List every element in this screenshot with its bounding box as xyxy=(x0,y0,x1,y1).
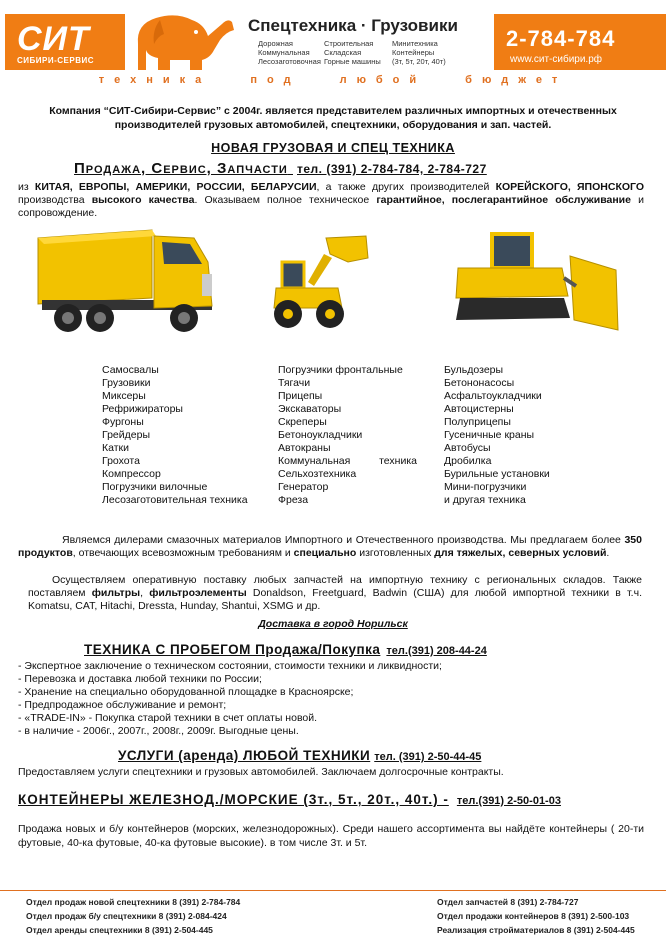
list-item: - в наличие - 2006г., 2007г., 2008г., 2009г. Выгодные цены. xyxy=(18,725,299,737)
text-run: производства xyxy=(18,194,92,206)
text-run-bold: высокого качества xyxy=(91,194,195,206)
logo-block xyxy=(5,14,125,70)
containers-phone: тел.(391) 2-50-01-03 xyxy=(456,795,561,807)
equipment-column-1 xyxy=(102,364,272,507)
equipment-item-part: Коммунальная xyxy=(278,455,351,467)
used-equipment-heading xyxy=(84,642,487,657)
equipment-item: Дробилка xyxy=(444,455,492,467)
equipment-item: Лесозаготовительная техника xyxy=(102,494,248,506)
footer-right xyxy=(437,895,635,937)
equipment-item: Гусеничные краны xyxy=(444,429,535,441)
equipment-item: Скреперы xyxy=(278,416,327,428)
list-item: - Экспертное заключение о техническом состоянии, стоимости техники и ликвидности; xyxy=(18,660,442,672)
text-run: Осуществляем оперативную поставку любых запчастей на импортную технику с региональных складов. Также поставляем xyxy=(28,574,642,599)
dump-truck-image xyxy=(34,226,224,338)
text-run-bold: 350 продуктов xyxy=(18,534,642,559)
footer-left xyxy=(26,895,240,937)
footer-contact: Отдел продаж б/у спецтехники 8 (391) 2-084-424 xyxy=(26,911,227,921)
equipment-item-part: техника xyxy=(379,455,417,467)
equipment-item: Автобусы xyxy=(444,442,491,454)
rent-description: Предоставляем услуги спецтехники и грузовых автомобилей. Заключаем долгосрочные контракты. xyxy=(18,766,504,778)
list-item: - Предпродажное обслуживание и ремонт; xyxy=(18,699,227,711)
equipment-item: Миксеры xyxy=(102,390,146,402)
rent-heading-text: УСЛУГИ (аренда) ЛЮБОЙ ТЕХНИКИ xyxy=(118,748,371,763)
equipment-item: Бетоноукладчики xyxy=(278,429,363,441)
containers-description: Продажа новых и б/у контейнеров (морских, железнодорожных). Среди нашего ассортимента вы найдёте контейнеры ( 20-ти футовые, 40-ка футовые, 40-ка футовые высокие). в том числе 3т. и 5т. xyxy=(18,823,644,849)
equipment-item: Мини-погрузчики xyxy=(444,481,527,493)
equipment-item: и другая техника xyxy=(444,494,526,506)
footer-contact: Отдел продажи контейнеров 8 (391) 2-500-103 xyxy=(437,911,630,921)
footer-divider xyxy=(0,890,666,891)
footer-contact: Отдел продаж новой спецтехники 8 (391) 2-784-784 xyxy=(26,897,241,907)
equipment-item: Катки xyxy=(102,442,129,454)
text-run: Donaldson, Freetguard, Badwin (США) для любой импортной техники в т.ч. Komatsu, CAT, Hitachi, Dressta, Hunday, Shantui, XSMG и др. xyxy=(28,587,642,612)
text-run: изготовленных xyxy=(356,547,435,559)
new-equipment-heading: НОВАЯ ГРУЗОВАЯ И СПЕЦ ТЕХНИКА xyxy=(211,141,455,155)
equipment-item: Автокраны xyxy=(278,442,331,454)
header-category: Коммунальная xyxy=(258,48,310,57)
logo-text: СИТ xyxy=(17,20,90,58)
equipment-item: Фреза xyxy=(278,494,309,506)
footer-contact: Реализация стройматериалов 8 (391) 2-504-445 xyxy=(437,925,635,935)
rent-heading xyxy=(118,748,481,763)
equipment-item: Погрузчики вилочные xyxy=(102,481,208,493)
containers-heading xyxy=(18,792,561,807)
equipment-item: Самосвалы xyxy=(102,364,159,376)
equipment-item: Генератор xyxy=(278,481,329,493)
header-phone: 2-784-784 xyxy=(506,26,616,51)
footer-contact: Отдел аренды спецтехники 8 (391) 2-504-445 xyxy=(26,925,213,935)
sales-phone: тел. (391) 2-784-784, 2-784-727 xyxy=(297,162,487,176)
header-category: Складская xyxy=(324,48,362,57)
equipment-item: Полуприцепы xyxy=(444,416,511,428)
used-heading-text: ТЕХНИКА С ПРОБЕГОМ Продажа/Покупка xyxy=(84,642,381,657)
equipment-item: Погрузчики фронтальные xyxy=(278,364,403,376)
text-run-bold: гарантийное, послегарантийное обслуживание xyxy=(376,194,631,206)
sales-heading xyxy=(74,160,487,177)
elephant-logo-icon xyxy=(130,6,238,72)
equipment-item: Бульдозеры xyxy=(444,364,504,376)
header-category: Строительная xyxy=(324,39,374,48)
equipment-column-2 xyxy=(278,364,418,507)
rent-phone: тел. (391) 2-50-44-45 xyxy=(374,751,482,763)
equipment-item: Тягачи xyxy=(278,377,311,389)
wheel-loader-image xyxy=(268,232,372,332)
footer-contact: Отдел запчастей 8 (391) 2-784-727 xyxy=(437,897,579,907)
equipment-item: Бурильные установки xyxy=(444,468,550,480)
containers-heading-text: КОНТЕЙНЕРЫ ЖЕЛЕЗНОД./МОРСКИЕ (3т., 5т., 20т., 40т.) - xyxy=(18,792,449,807)
equipment-item: Рефрижираторы xyxy=(102,403,183,415)
text-run: и сопровождение. xyxy=(18,194,644,219)
header-categories xyxy=(258,39,460,66)
text-run: из xyxy=(18,181,35,193)
tagline: техника под любой бюджет xyxy=(98,74,568,86)
equipment-item: Бетононасосы xyxy=(444,377,515,389)
text-run-bold: КОРЕЙСКОГО, ЯПОНСКОГО xyxy=(495,181,644,193)
text-run: . xyxy=(606,547,610,559)
company-intro: Компания “СИТ-Сибири-Сервис” с 2004г. является представителем различных импортных и отечественных производителей грузовых автомобилей, спецтехники, оборудования и зап. частей. xyxy=(49,105,617,131)
equipment-item: Грейдеры xyxy=(102,429,150,441)
header-category: Дорожная xyxy=(258,39,293,48)
equipment-item: Прицепы xyxy=(278,390,323,402)
text-run: Являемся дилерами смазочных материалов Импортного и Отечественного производства. Мы предлагаем более xyxy=(62,534,625,546)
used-services-list xyxy=(18,660,442,738)
text-run: , xyxy=(140,587,150,599)
text-run: , отвечающих всевозможным требованиям и xyxy=(72,547,294,559)
equipment-item: Автоцистерны xyxy=(444,403,514,415)
list-item: - «TRADE-IN» - Покупка старой техники в счет оплаты новой. xyxy=(18,712,318,724)
header xyxy=(0,0,666,72)
equipment-item xyxy=(278,455,417,468)
text-run: . Оказываем полное техническое xyxy=(194,194,377,206)
logo-subtitle: СИБИРИ-СЕРВИС xyxy=(17,56,95,65)
list-item: - Хранение на специально оборудованной площадке в Красноярске; xyxy=(18,686,354,698)
text-run-bold: специально xyxy=(293,547,357,559)
equipment-column-3 xyxy=(444,364,604,507)
parts-paragraph xyxy=(28,574,642,613)
equipment-item: Экскаваторы xyxy=(278,403,342,415)
equipment-item: Грохота xyxy=(102,455,140,467)
delivery-note: Доставка в город Норильск xyxy=(258,618,408,630)
contact-block xyxy=(494,14,666,70)
text-run: , а также других производителей xyxy=(316,181,496,193)
equipment-item: Грузовики xyxy=(102,377,151,389)
header-category: (3т, 5т, 20т, 40т) xyxy=(392,57,446,66)
text-run-bold: для тяжелых, северных условий xyxy=(434,547,607,559)
lubricants-paragraph xyxy=(18,534,642,560)
equipment-item: Сельхозтехника xyxy=(278,468,357,480)
header-category: Контейнеры xyxy=(392,48,435,57)
equipment-item: Фургоны xyxy=(102,416,144,428)
header-category: Лесозаготовочная xyxy=(258,57,321,66)
header-category: Минитехника xyxy=(392,39,438,48)
sales-heading-text: Продажа, Сервис, Запчасти xyxy=(74,160,288,177)
text-run-bold: фильтроэлементы xyxy=(149,587,247,599)
text-run-bold: КИТАЯ, ЕВРОПЫ, АМЕРИКИ, РОССИИ, БЕЛАРУСИИ xyxy=(34,181,317,193)
equipment-item: Асфальтоукладчики xyxy=(444,390,542,402)
bulldozer-image xyxy=(452,226,622,336)
header-title: Спецтехника · Грузовики xyxy=(248,16,458,35)
text-run-bold: фильтры xyxy=(91,587,141,599)
used-phone: тел.(391) 208-44-24 xyxy=(386,645,487,657)
equipment-item: Компрессор xyxy=(102,468,161,480)
sales-description xyxy=(18,181,644,220)
list-item: - Перевозка и доставка любой техники по России; xyxy=(18,673,262,685)
header-category: Горные машины xyxy=(324,57,381,66)
header-website: www.сит-сибири.рф xyxy=(510,54,603,65)
